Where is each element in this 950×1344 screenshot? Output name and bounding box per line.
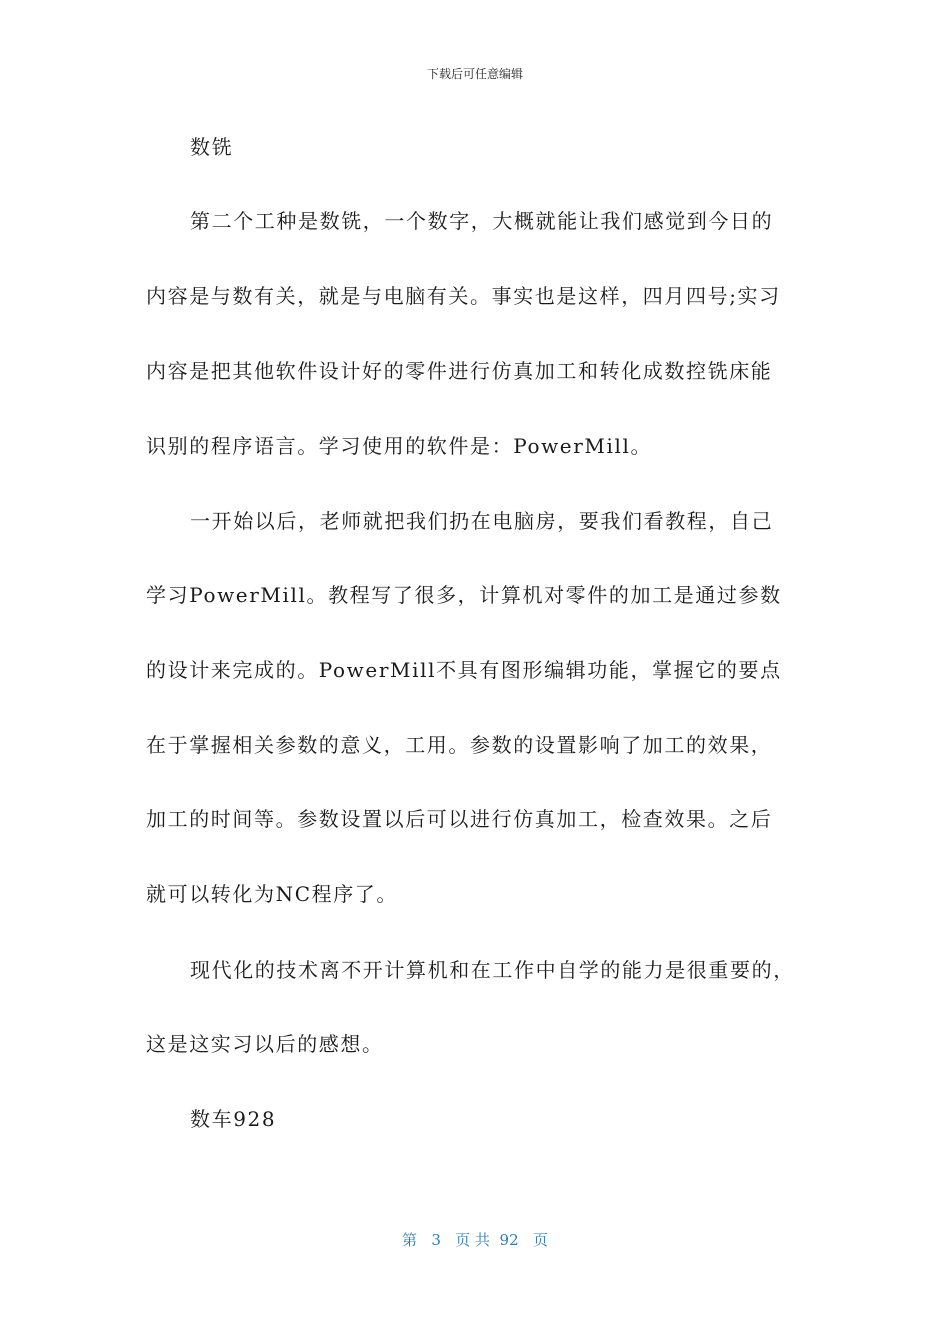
paragraph-line: 第二个工种是数铣，一个数字，大概就能让我们感觉到今日的: [190, 209, 774, 233]
paragraph-line: 一开始以后，老师就把我们扔在电脑房，要我们看教程，自己: [190, 509, 774, 533]
paragraph-line: 就可以转化为NC程序了。: [146, 882, 399, 906]
footer-middle: 页 共: [455, 1231, 490, 1249]
page-footer: [0, 1230, 950, 1250]
paragraph-line: 的设计来完成的。PowerMill不具有图形编辑功能，掌握它的要点: [146, 658, 782, 682]
section-heading-shuxi: 数铣: [190, 135, 234, 159]
total-pages-number: 92: [499, 1231, 519, 1249]
current-page-number: 3: [431, 1231, 441, 1249]
paragraph-line: 加工的时间等。参数设置以后可以进行仿真加工，检查效果。之后: [146, 807, 773, 831]
paragraph-line: 这是这实习以后的感想。: [146, 1032, 384, 1056]
footer-suffix: 页: [532, 1231, 548, 1249]
paragraph-line: 学习PowerMill。教程写了很多，计算机对零件的加工是通过参数: [146, 583, 782, 607]
footer-prefix: 第: [402, 1231, 418, 1249]
paragraph-line: 识别的程序语言。学习使用的软件是：PowerMill。: [146, 434, 653, 458]
paragraph-line: 现代化的技术离不开计算机和在工作中自学的能力是很重要的，: [190, 958, 795, 982]
page-header: 下载后可任意编辑: [426, 67, 523, 81]
paragraph-line: 内容是与数有关，就是与电脑有关。事实也是这样，四月四号;实习: [146, 284, 781, 308]
section-heading-shuche: 数车928: [190, 1107, 277, 1131]
paragraph-line: 在于掌握相关参数的意义，工用。参数的设置影响了加工的效果，: [146, 733, 773, 757]
paragraph-line: 内容是把其他软件设计好的零件进行仿真加工和转化成数控铣床能: [146, 359, 773, 383]
